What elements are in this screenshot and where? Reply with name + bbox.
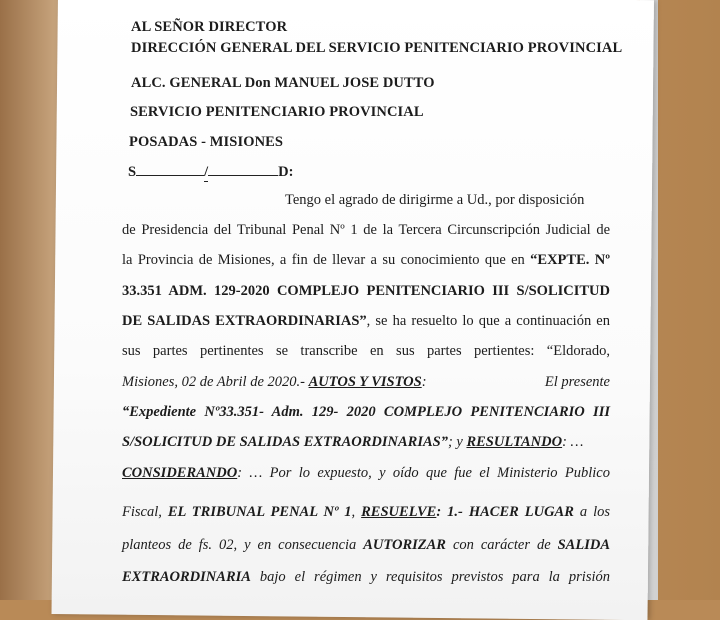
date-text: Misiones, 02 de Abril de 2020.- — [122, 374, 309, 390]
body-line-9 — [122, 434, 610, 451]
extraordinaria: EXTRAORDINARIA — [122, 569, 251, 585]
body-line-10-text: : … Por lo expuesto, y oído que fue el Ministerio Publico — [237, 465, 610, 481]
body-line-2: de Presidencia del Tribunal Penal Nº 1 de la Tercera Circunscripción Judicial de — [122, 222, 610, 238]
header-director-name: ALC. GENERAL Don MANUEL JOSE DUTTO — [131, 75, 435, 91]
salutation-slash: / — [204, 164, 209, 180]
body-line-7 — [122, 374, 610, 391]
resultando: RESULTANDO — [466, 434, 563, 450]
colon: : — [421, 374, 427, 390]
regimen-text: bajo el régimen y requisitos previstos para la prisión — [250, 569, 610, 585]
body-line-11 — [122, 504, 610, 521]
fiscal-text: Fiscal, — [122, 504, 168, 520]
salutation-underline-1 — [136, 163, 204, 176]
expediente-label-end: DE SALIDAS EXTRAORDINARIAS” — [122, 313, 367, 329]
body-line-5-text: , se ha resuelto lo que a continuación en — [366, 313, 610, 329]
item-number: : 1.- — [436, 504, 469, 520]
header-city: POSADAS - MISIONES — [129, 134, 284, 150]
salutation-d: D: — [278, 164, 294, 180]
comma: , — [351, 504, 362, 520]
body-line-1: Tengo el agrado de dirigirme a Ud., por disposición — [285, 192, 585, 208]
body-line-10 — [122, 465, 610, 482]
expediente-label-start: “EXPTE. Nº — [530, 252, 610, 268]
solicitud-label: S/SOLICITUD DE SALIDAS EXTRAORDINARIAS” — [122, 434, 448, 450]
body-line-5 — [122, 313, 610, 330]
body-line-6: sus partes pertinentes se transcribe en sus partes pertientes: “Eldorado, — [122, 343, 610, 359]
connector: ; y — [447, 434, 467, 450]
header-direction: DIRECCIÓN GENERAL DEL SERVICIO PENITENCIARIO PROVINCIAL — [131, 40, 623, 56]
header-addressee: AL SEÑOR DIRECTOR — [131, 19, 288, 35]
salutation-line — [128, 163, 293, 182]
autos-y-vistos: AUTOS Y VISTOS — [308, 374, 422, 390]
body-line-3-text: la Provincia de Misiones, a fin de llevar a su conocimiento que en — [122, 252, 531, 268]
planteos-text: planteos de fs. 02, y en consecuencia — [122, 537, 364, 553]
body-line-3 — [122, 252, 610, 269]
autorizar: AUTORIZAR — [363, 537, 446, 553]
hacer-lugar: HACER LUGAR — [468, 504, 574, 520]
a-los: a los — [573, 504, 611, 520]
salutation-s: S — [128, 164, 137, 180]
tribunal-name: EL TRIBUNAL PENAL Nº 1 — [167, 504, 352, 520]
caracter-text: con carácter de — [445, 537, 558, 553]
document-page — [52, 0, 654, 620]
el-presente: El presente — [544, 374, 610, 390]
body-line-13 — [122, 569, 610, 586]
salutation-underline-2 — [208, 163, 278, 176]
body-line-12 — [122, 537, 610, 554]
header-service: SERVICIO PENITENCIARIO PROVINCIAL — [130, 104, 424, 120]
considerando: CONSIDERANDO — [122, 465, 238, 481]
body-line-4: 33.351 ADM. 129-2020 COMPLEJO PENITENCIARIO III S/SOLICITUD — [122, 283, 610, 299]
body-line-8: “Expediente Nº33.351- Adm. 129- 2020 COMPLEJO PENITENCIARIO III — [122, 404, 610, 420]
resuelve: RESUELVE — [361, 504, 437, 520]
ellipsis: : … — [562, 434, 584, 450]
salida: SALIDA — [557, 537, 610, 553]
